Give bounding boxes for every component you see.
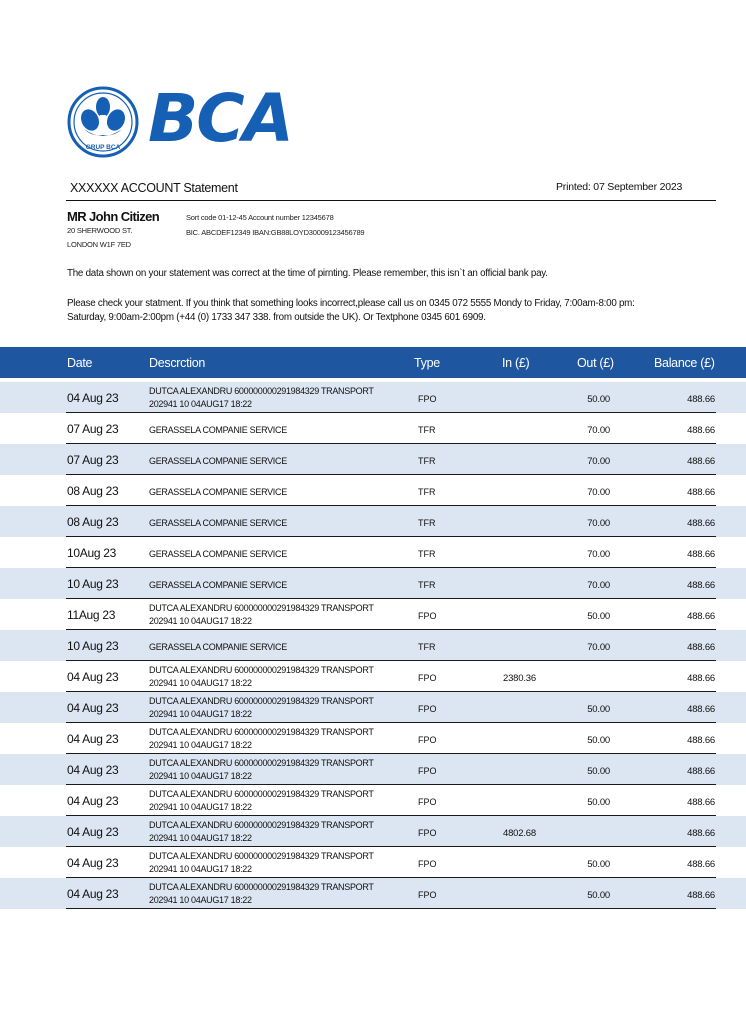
check-notice: Please check your statment. If you think that something looks incorrect,please call us on 0345 072 5555 Mondy to Friday, 7:00am-8:00 pm: Saturday, 9:00am-2:00pm (+44 (0) 1733 347 338. from outside the UK). Or Textphone 0345 601 6909. bbox=[67, 298, 635, 323]
row-date: 08 Aug 23 bbox=[67, 484, 119, 498]
row-balance: 488.66 bbox=[687, 673, 715, 684]
row-type: FPO bbox=[418, 704, 437, 714]
row-balance: 488.66 bbox=[687, 766, 715, 777]
row-type: FPO bbox=[418, 735, 437, 745]
row-out: 70.00 bbox=[587, 642, 610, 653]
table-row bbox=[0, 661, 746, 692]
row-type: FPO bbox=[418, 766, 437, 776]
statement-notice: The data shown on your statement was correct at the time of pirnting. Please remember, this isn`t an official bank pay. bbox=[67, 268, 548, 279]
customer-name: MR John Citizen bbox=[67, 209, 160, 224]
table-row bbox=[0, 692, 746, 723]
row-description: GERASSELA COMPANIE SERVICE bbox=[149, 456, 287, 466]
row-date: 04 Aug 23 bbox=[67, 391, 119, 405]
row-out: 50.00 bbox=[587, 766, 610, 777]
col-in: In (£) bbox=[502, 356, 530, 370]
transactions-table-header bbox=[0, 347, 746, 378]
row-out: 50.00 bbox=[587, 394, 610, 405]
row-type: TFR bbox=[418, 425, 436, 435]
table-row bbox=[0, 847, 746, 878]
row-date: 11Aug 23 bbox=[67, 608, 116, 622]
transactions-table-body bbox=[0, 382, 746, 909]
row-description: GERASSELA COMPANIE SERVICE bbox=[149, 425, 287, 435]
account-details: Sort code 01-12-45 Account number 12345678 bbox=[186, 213, 334, 222]
row-date: 04 Aug 23 bbox=[67, 732, 119, 746]
bic-iban: BIC. ABCDEF12349 IBAN:GB88LOYD30009123456789 bbox=[186, 228, 365, 237]
bca-logo bbox=[66, 80, 296, 160]
row-description: DUTCA ALEXANDRU 600000000291984329 TRANSPORT 202941 10 04AUG17 18:22 bbox=[149, 789, 374, 812]
row-type: TFR bbox=[418, 456, 436, 466]
row-type: TFR bbox=[418, 518, 436, 528]
row-description: DUTCA ALEXANDRU 600000000291984329 TRANSPORT 202941 10 04AUG17 18:22 bbox=[149, 820, 374, 843]
printed-date: Printed: 07 September 2023 bbox=[556, 181, 683, 193]
brand-name: BCA bbox=[148, 80, 292, 157]
row-balance: 488.66 bbox=[687, 611, 715, 622]
table-row bbox=[0, 723, 746, 754]
row-balance: 488.66 bbox=[687, 518, 715, 529]
row-balance: 488.66 bbox=[687, 580, 715, 591]
row-out: 50.00 bbox=[587, 611, 610, 622]
row-out: 70.00 bbox=[587, 518, 610, 529]
row-type: TFR bbox=[418, 580, 436, 590]
col-type: Type bbox=[414, 356, 440, 370]
row-description: DUTCA ALEXANDRU 600000000291984329 TRANSPORT 202941 10 04AUG17 18:22 bbox=[149, 603, 374, 626]
row-date: 10 Aug 23 bbox=[67, 577, 119, 591]
row-description: DUTCA ALEXANDRU 600000000291984329 TRANSPORT 202941 10 04AUG17 18:22 bbox=[149, 696, 374, 719]
table-row bbox=[0, 413, 746, 444]
row-type: FPO bbox=[418, 394, 437, 404]
row-out: 50.00 bbox=[587, 735, 610, 746]
row-description: DUTCA ALEXANDRU 600000000291984329 TRANSPORT 202941 10 04AUG17 18:22 bbox=[149, 665, 374, 688]
row-out: 70.00 bbox=[587, 456, 610, 467]
table-row bbox=[0, 816, 746, 847]
row-out: 70.00 bbox=[587, 580, 610, 591]
table-row bbox=[0, 878, 746, 909]
customer-address-line2: LONDON W1F 7ED bbox=[67, 240, 131, 249]
row-balance: 488.66 bbox=[687, 425, 715, 436]
row-type: FPO bbox=[418, 673, 437, 683]
customer-address-line1: 20 SHERWOOD ST. bbox=[67, 226, 133, 235]
header-divider bbox=[66, 200, 716, 201]
table-row bbox=[0, 568, 746, 599]
statement-title: XXXXXX ACCOUNT Statement bbox=[70, 181, 238, 195]
table-row bbox=[0, 382, 746, 413]
row-description: DUTCA ALEXANDRU 600000000291984329 TRANSPORT 202941 10 04AUG17 18:22 bbox=[149, 727, 374, 750]
row-out: 70.00 bbox=[587, 487, 610, 498]
row-type: FPO bbox=[418, 890, 437, 900]
row-date: 08 Aug 23 bbox=[67, 515, 119, 529]
row-date: 04 Aug 23 bbox=[67, 763, 119, 777]
row-balance: 488.66 bbox=[687, 456, 715, 467]
row-type: FPO bbox=[418, 611, 437, 621]
row-out: 50.00 bbox=[587, 704, 610, 715]
row-date: 07 Aug 23 bbox=[67, 422, 119, 436]
row-balance: 488.66 bbox=[687, 704, 715, 715]
table-row bbox=[0, 630, 746, 661]
table-row bbox=[0, 537, 746, 568]
row-type: FPO bbox=[418, 797, 437, 807]
table-row bbox=[0, 754, 746, 785]
row-balance: 488.66 bbox=[687, 642, 715, 653]
row-balance: 488.66 bbox=[687, 549, 715, 560]
row-in: 2380.36 bbox=[503, 673, 536, 684]
row-balance: 488.66 bbox=[687, 828, 715, 839]
col-date: Date bbox=[67, 356, 93, 370]
row-date: 04 Aug 23 bbox=[67, 825, 119, 839]
row-in: 4802.68 bbox=[503, 828, 536, 839]
row-description: GERASSELA COMPANIE SERVICE bbox=[149, 580, 287, 590]
emblem-caption: GRUP BCA bbox=[85, 144, 121, 151]
table-row bbox=[0, 506, 746, 537]
table-row bbox=[0, 599, 746, 630]
row-date: 04 Aug 23 bbox=[67, 794, 119, 808]
row-date: 10 Aug 23 bbox=[67, 639, 119, 653]
col-description: Descrction bbox=[149, 356, 206, 370]
row-description: DUTCA ALEXANDRU 600000000291984329 TRANSPORT 202941 10 04AUG17 18:22 bbox=[149, 386, 374, 409]
row-balance: 488.66 bbox=[687, 487, 715, 498]
row-date: 04 Aug 23 bbox=[67, 887, 119, 901]
row-description: DUTCA ALEXANDRU 600000000291984329 TRANSPORT 202941 10 04AUG17 18:22 bbox=[149, 882, 374, 905]
row-out: 50.00 bbox=[587, 890, 610, 901]
row-divider bbox=[66, 908, 716, 909]
row-type: TFR bbox=[418, 549, 436, 559]
row-balance: 488.66 bbox=[687, 890, 715, 901]
bca-emblem-icon bbox=[66, 85, 140, 159]
col-out: Out (£) bbox=[577, 356, 614, 370]
table-row bbox=[0, 444, 746, 475]
row-balance: 488.66 bbox=[687, 394, 715, 405]
row-description: GERASSELA COMPANIE SERVICE bbox=[149, 642, 287, 652]
col-balance: Balance (£) bbox=[654, 356, 715, 370]
row-description: DUTCA ALEXANDRU 600000000291984329 TRANSPORT 202941 10 04AUG17 18:22 bbox=[149, 758, 374, 781]
row-date: 10Aug 23 bbox=[67, 546, 116, 560]
table-row bbox=[0, 785, 746, 816]
row-description: GERASSELA COMPANIE SERVICE bbox=[149, 487, 287, 497]
row-out: 70.00 bbox=[587, 549, 610, 560]
row-type: TFR bbox=[418, 487, 436, 497]
row-type: FPO bbox=[418, 828, 437, 838]
row-date: 04 Aug 23 bbox=[67, 701, 119, 715]
row-balance: 488.66 bbox=[687, 797, 715, 808]
row-description: GERASSELA COMPANIE SERVICE bbox=[149, 549, 287, 559]
row-type: TFR bbox=[418, 642, 436, 652]
row-balance: 488.66 bbox=[687, 735, 715, 746]
row-type: FPO bbox=[418, 859, 437, 869]
row-date: 04 Aug 23 bbox=[67, 670, 119, 684]
row-out: 50.00 bbox=[587, 797, 610, 808]
row-date: 07 Aug 23 bbox=[67, 453, 119, 467]
row-out: 70.00 bbox=[587, 425, 610, 436]
row-description: GERASSELA COMPANIE SERVICE bbox=[149, 518, 287, 528]
row-out: 50.00 bbox=[587, 859, 610, 870]
row-description: DUTCA ALEXANDRU 600000000291984329 TRANSPORT 202941 10 04AUG17 18:22 bbox=[149, 851, 374, 874]
row-date: 04 Aug 23 bbox=[67, 856, 119, 870]
row-balance: 488.66 bbox=[687, 859, 715, 870]
table-row bbox=[0, 475, 746, 506]
